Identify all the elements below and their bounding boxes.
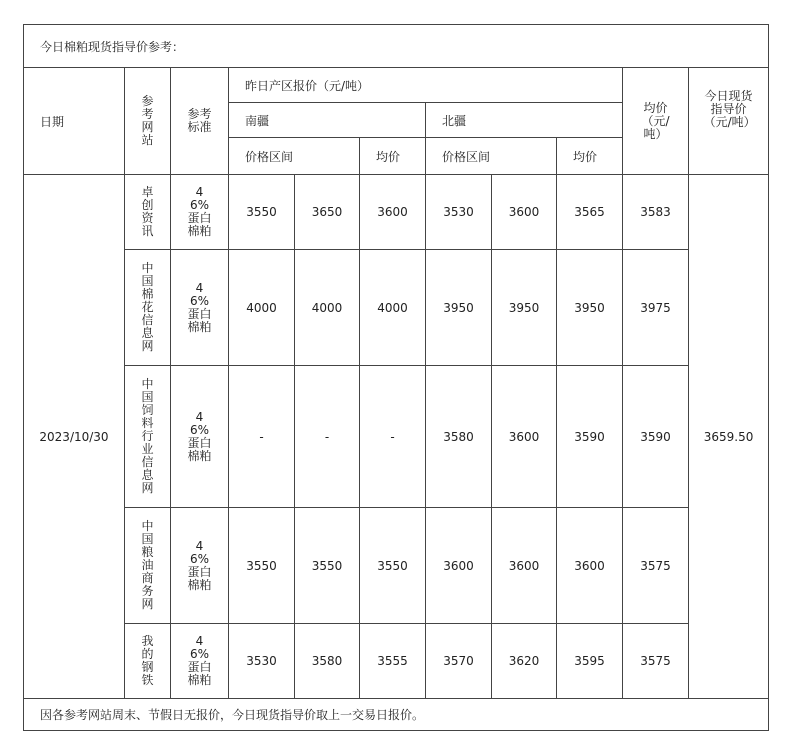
standard-cell: 46%蛋白棉粕 bbox=[171, 366, 229, 508]
north-high-cell: 3950 bbox=[492, 250, 557, 366]
header-ref-site: 参考网站 bbox=[125, 68, 171, 175]
avg-cell: 3590 bbox=[623, 366, 689, 508]
north-high-cell: 3600 bbox=[492, 366, 557, 508]
south-high-cell: 4000 bbox=[295, 250, 360, 366]
north-avg-cell: 3950 bbox=[557, 250, 623, 366]
north-high-cell: 3600 bbox=[492, 508, 557, 624]
site-cell: 中国棉花信息网 bbox=[125, 250, 171, 366]
south-high-cell: 3580 bbox=[295, 624, 360, 699]
avg-cell: 3975 bbox=[623, 250, 689, 366]
south-low-cell: 4000 bbox=[229, 250, 295, 366]
site-cell: 中国饲料行业信息网 bbox=[125, 366, 171, 508]
table-footnote: 因各参考网站周末、节假日无报价，今日现货指导价取上一交易日报价。 bbox=[24, 699, 769, 731]
header-south: 南疆 bbox=[229, 103, 426, 138]
header-north-range: 价格区间 bbox=[426, 138, 557, 175]
header-yesterday-price: 昨日产区报价（元/吨） bbox=[229, 68, 623, 103]
south-avg-cell: 3600 bbox=[360, 175, 426, 250]
header-guide-price: 今日现货指导价（元/吨） bbox=[689, 68, 769, 175]
table-row bbox=[24, 508, 769, 624]
table-row bbox=[24, 175, 769, 250]
north-low-cell: 3580 bbox=[426, 366, 492, 508]
north-avg-cell: 3595 bbox=[557, 624, 623, 699]
south-low-cell: 3550 bbox=[229, 508, 295, 624]
avg-cell: 3575 bbox=[623, 508, 689, 624]
north-low-cell: 3600 bbox=[426, 508, 492, 624]
header-date: 日期 bbox=[24, 68, 125, 175]
avg-cell: 3575 bbox=[623, 624, 689, 699]
north-high-cell: 3600 bbox=[492, 175, 557, 250]
header-south-avg: 均价 bbox=[360, 138, 426, 175]
north-high-cell: 3620 bbox=[492, 624, 557, 699]
north-avg-cell: 3600 bbox=[557, 508, 623, 624]
table-row bbox=[24, 250, 769, 366]
header-north: 北疆 bbox=[426, 103, 623, 138]
header-ref-standard: 参考标准 bbox=[171, 68, 229, 175]
standard-cell: 46%蛋白棉粕 bbox=[171, 175, 229, 250]
standard-cell: 46%蛋白棉粕 bbox=[171, 508, 229, 624]
header-north-avg: 均价 bbox=[557, 138, 623, 175]
standard-cell: 46%蛋白棉粕 bbox=[171, 250, 229, 366]
south-low-cell: 3530 bbox=[229, 624, 295, 699]
table-row bbox=[24, 366, 769, 508]
south-high-cell: - bbox=[295, 366, 360, 508]
guide-price-cell: 3659.50 bbox=[689, 175, 769, 699]
north-low-cell: 3570 bbox=[426, 624, 492, 699]
north-low-cell: 3530 bbox=[426, 175, 492, 250]
site-cell: 卓创资讯 bbox=[125, 175, 171, 250]
site-cell: 我的钢铁 bbox=[125, 624, 171, 699]
header-south-range: 价格区间 bbox=[229, 138, 360, 175]
south-avg-cell: 3555 bbox=[360, 624, 426, 699]
south-low-cell: - bbox=[229, 366, 295, 508]
site-cell: 中国粮油商务网 bbox=[125, 508, 171, 624]
south-high-cell: 3650 bbox=[295, 175, 360, 250]
avg-cell: 3583 bbox=[623, 175, 689, 250]
standard-cell: 46%蛋白棉粕 bbox=[171, 624, 229, 699]
south-avg-cell: 4000 bbox=[360, 250, 426, 366]
north-avg-cell: 3590 bbox=[557, 366, 623, 508]
north-low-cell: 3950 bbox=[426, 250, 492, 366]
south-avg-cell: - bbox=[360, 366, 426, 508]
south-high-cell: 3550 bbox=[295, 508, 360, 624]
table-row bbox=[24, 624, 769, 699]
table-title: 今日棉粕现货指导价参考： bbox=[24, 25, 769, 68]
south-low-cell: 3550 bbox=[229, 175, 295, 250]
date-cell: 2023/10/30 bbox=[24, 175, 125, 699]
south-avg-cell: 3550 bbox=[360, 508, 426, 624]
header-avg-col: 均价（元/吨） bbox=[623, 68, 689, 175]
north-avg-cell: 3565 bbox=[557, 175, 623, 250]
price-table bbox=[23, 24, 769, 731]
